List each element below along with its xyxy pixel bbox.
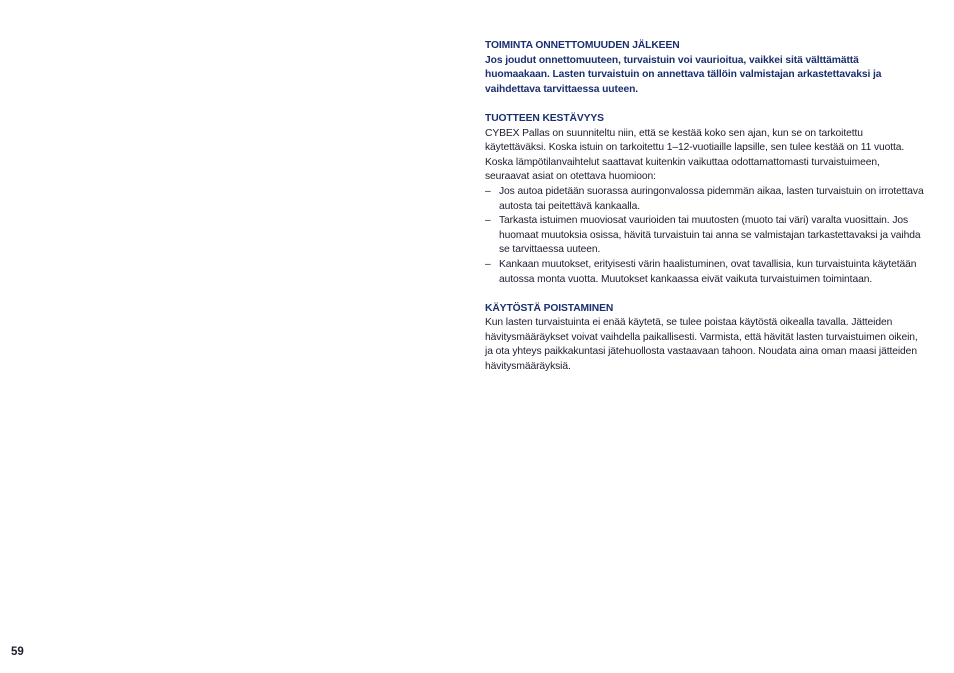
list-item	[485, 258, 925, 287]
list-item-text: Kankaan muutokset, erityisesti värin haalistuminen, ovat tavallisia, kun turvaistuinta käytetään autossa monta vuotta. Muutokset kankaassa eivät vaikuta turvaistuimen toimintaan.	[499, 258, 917, 285]
list-item	[485, 185, 925, 214]
section-paragraph: CYBEX Pallas on suunniteltu niin, että se kestää koko sen ajan, kun se on tarkoitettu käytettäväksi. Koska istuin on tarkoitettu 1–12-vuotiaille lapsille, sen tulee kestää on 11 vuotta. Koska lämpötilanvaihtelut saattavat kuitenkin vaikuttaa odottamattomasti turvaistuimeen, seuraavat asiat on otettava huomioon:	[485, 127, 905, 183]
section-heading: TOIMINTA ONNETTOMUUDEN JÄLKEEN	[485, 40, 680, 51]
section-after-accident	[485, 39, 925, 97]
section-bold-paragraph: Jos joudut onnettomuuteen, turvaistuin voi vaurioitua, vaikkei sitä välttämättä huomaakaan. Lasten turvaistuin on annettava tällöin valmistajan arkastettavaksi ja vaihdettava tarvittaessa uuteen.	[485, 54, 882, 95]
section-heading: KÄYTÖSTÄ POISTAMINEN	[485, 302, 614, 314]
section-durability	[485, 112, 925, 287]
text-column	[485, 39, 925, 389]
dash-bullet: –	[485, 185, 491, 197]
page-number: 59	[11, 646, 24, 658]
dash-bullet: –	[485, 258, 491, 270]
list-item	[485, 214, 925, 258]
dash-bullet: –	[485, 215, 491, 227]
section-heading: TUOTTEEN KESTÄVYYS	[485, 112, 604, 124]
durability-list	[485, 185, 925, 287]
list-item-text: Tarkasta istuimen muoviosat vaurioiden tai muutosten (muoto tai väri) varalta vuosittain. Jos huomaat muutoksia osissa, hävitä turvaistuin tai anna se valmistajan tarkastettavaksi ja vaihda se tarvittaessa uuteen.	[499, 215, 921, 256]
section-paragraph: Kun lasten turvaistuinta ei enää käytetä, se tulee poistaa käytöstä oikealla tavalla. Jätteiden hävitysmääräykset voivat vaihdella paikallisesti. Varmista, että hävität lasten turvaistuimen oikein, ja ota yhteys paikkakuntasi jätehuollosta vastaavaan tahoon. Noudata aina oman maasi jätteiden hävitysmääräyksiä.	[485, 317, 918, 373]
list-item-text: Jos autoa pidetään suorassa auringonvalossa pidemmän aikaa, lasten turvaistuin on irrotettava autosta tai peitettävä kankaalla.	[499, 185, 924, 212]
section-disposal	[485, 302, 925, 375]
